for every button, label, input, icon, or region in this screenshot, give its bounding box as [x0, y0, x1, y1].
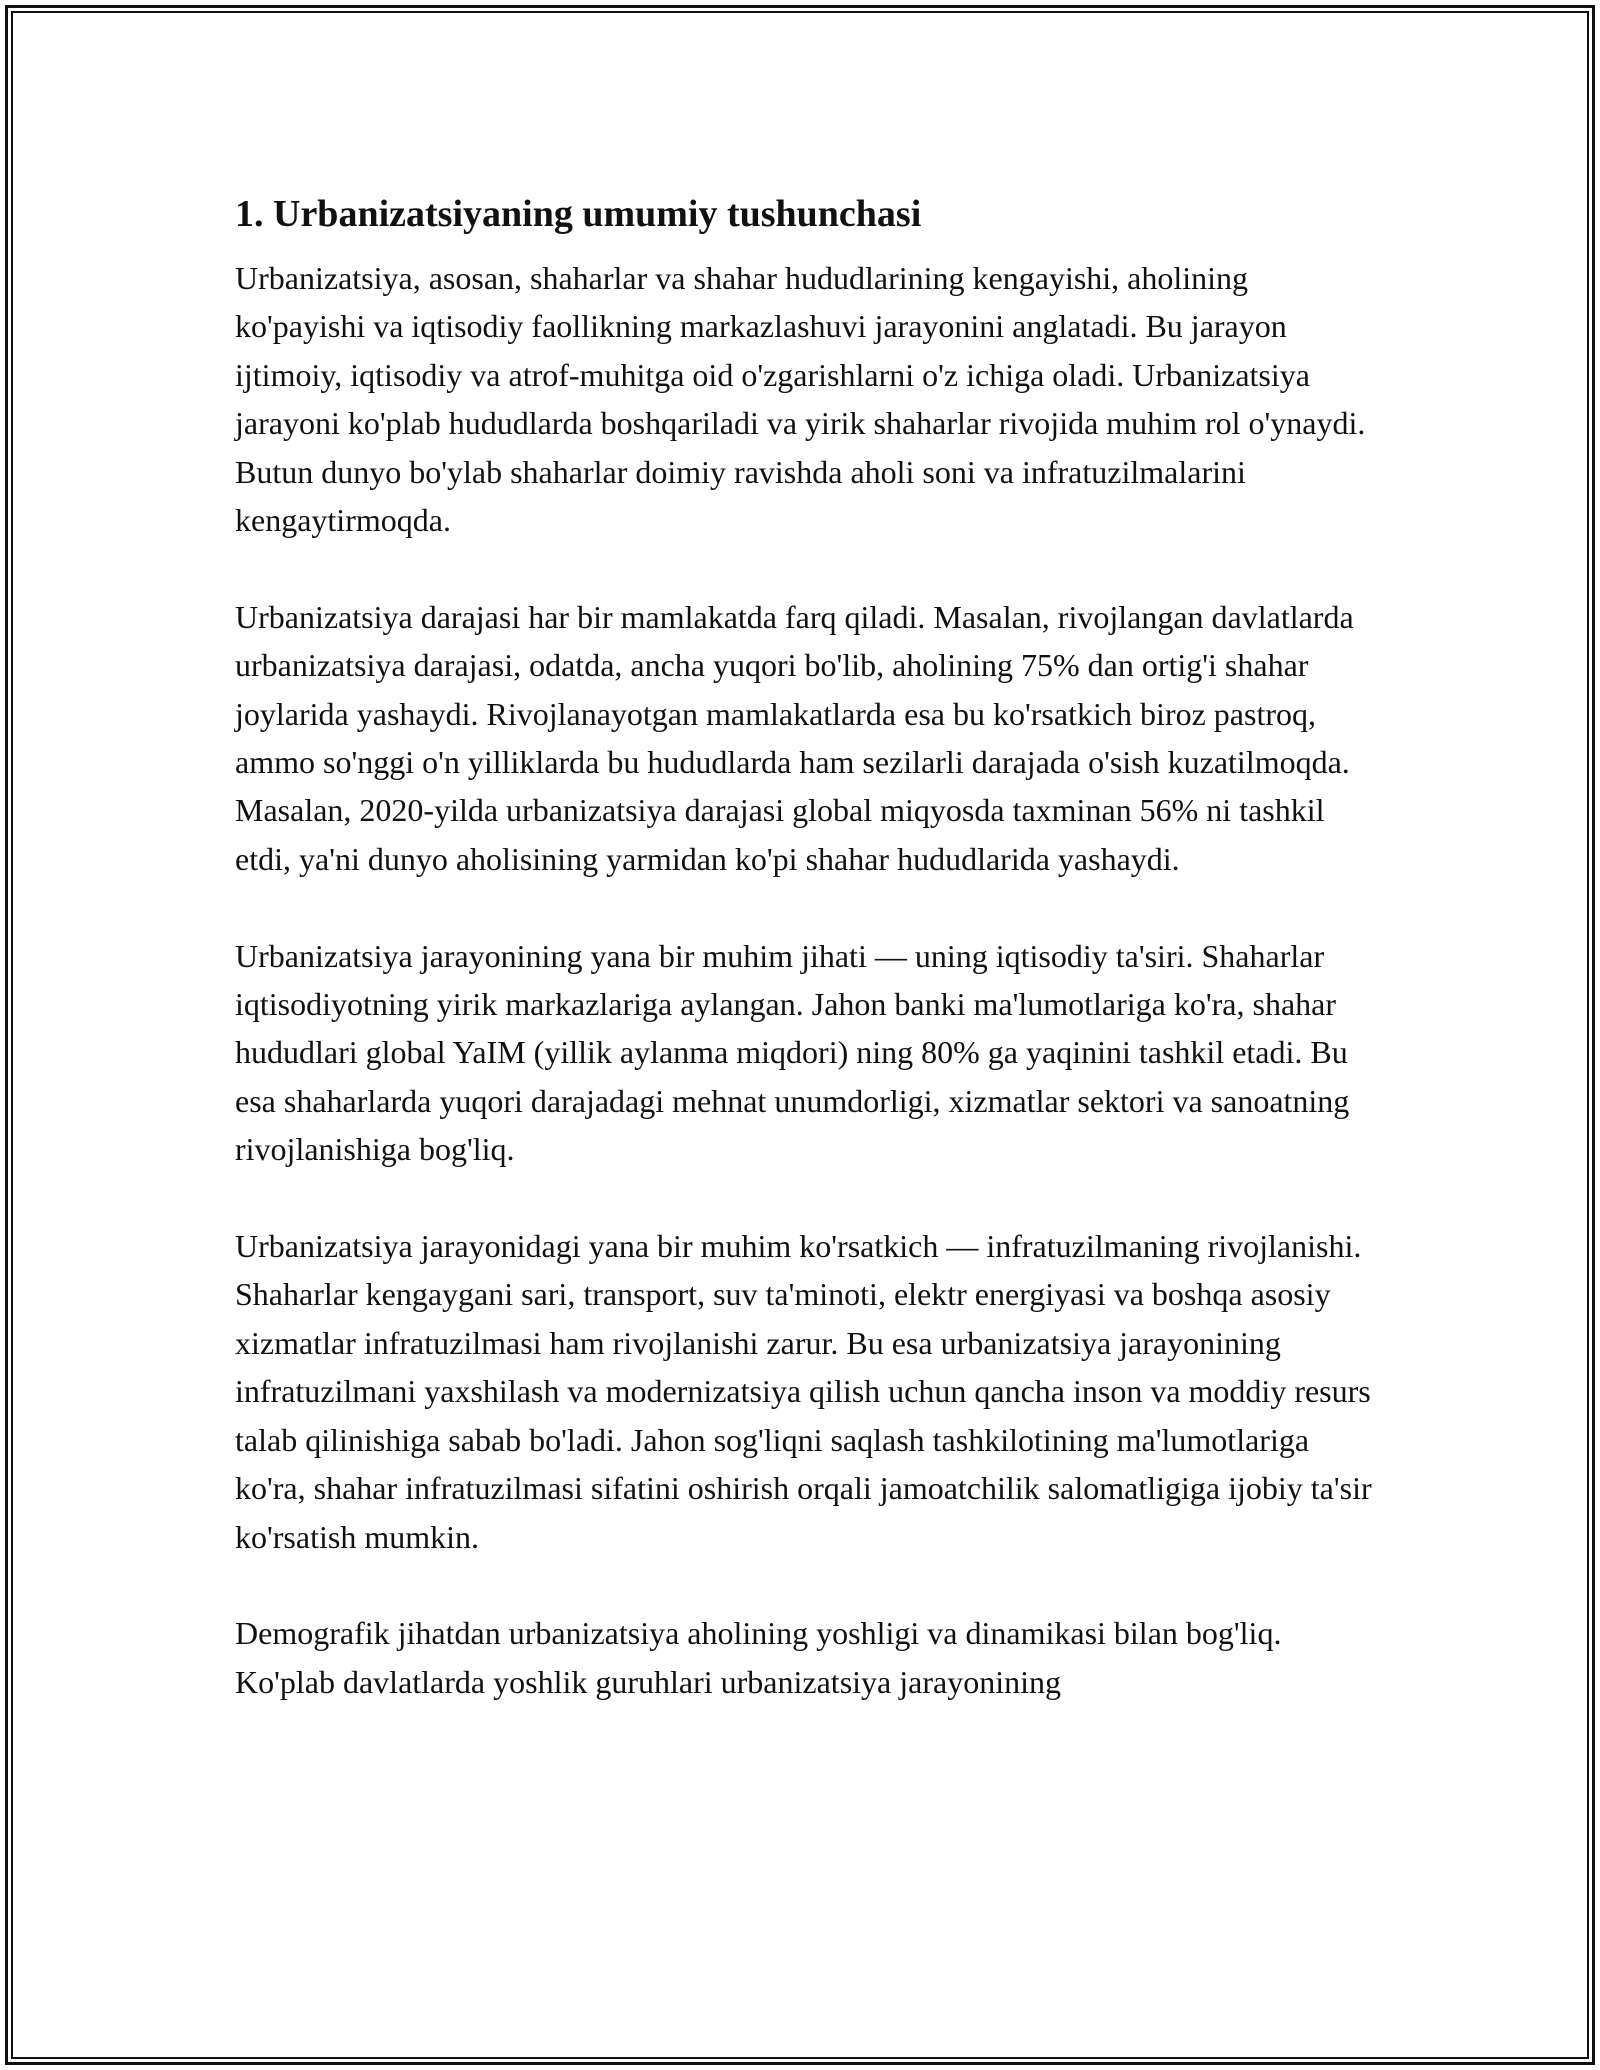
- paragraph-2: Urbanizatsiya darajasi har bir mamlakatda farq qiladi. Masalan, rivojlangan davlatlarda urbanizatsiya darajasi, odatda, ancha yuqori bo'lib, aholining 75% dan ortig'i shahar joylarida yashaydi. Rivojlanayotgan mamlakatlarda esa bu ko'rsatkich biroz pastroq, ammo so'nggi o'n yilliklarda bu hududlarda ham sezilarli darajada o'sish kuzatilmoqda. Masalan, 2020-yilda urbanizatsiya darajasi global miqyosda taxminan 56% ni tashkil etdi, ya'ni dunyo aholisining yarmidan ko'pi shahar hududlarida yashaydi.: [235, 598, 1354, 877]
- paragraph-3: Urbanizatsiya jarayonining yana bir muhim jihati — uning iqtisodiy ta'siri. Shaharlar iqtisodiyotning yirik markazlariga aylangan. Jahon banki ma'lumotlariga ko'ra, shahar hududlari global YaIM (yillik aylanma miqdori) ning 80% ga yaqinini tashkil etadi. Bu esa shaharlarda yuqori darajadagi mehnat unumdorligi, xizmatlar sektori va sanoatning rivojlanishiga bog'liq.: [235, 937, 1350, 1168]
- paragraph-4: Urbanizatsiya jarayonidagi yana bir muhim ko'rsatkich — infratuzilmaning rivojlanishi. Shaharlar kengaygani sari, transport, suv ta'minoti, elektr energiyasi va boshqa asosiy xizmatlar infratuzilmasi ham rivojlanishi zarur. Bu esa urbanizatsiya jarayonining infratuzilmani yaxshilash va modernizatsiya qilish uchun qancha inson va moddiy resurs talab qilinishiga sabab bo'ladi. Jahon sog'liqni saqlash tashkilotining ma'lumotlariga ko'ra, shahar infratuzilmasi sifatini oshirish orqali jamoatchilik salomatligiga ijobiy ta'sir ko'rsatish mumkin.: [235, 1228, 1372, 1555]
- paragraph-1: Urbanizatsiya, asosan, shaharlar va shahar hududlarining kengayishi, aholining ko'payishi va iqtisodiy faollikning markazlashuvi jarayonini anglatadi. Bu jarayon ijtimoiy, iqtisodiy va atrof-muhitga oid o'zgarishlarni o'z ichiga oladi. Urbanizatsiya jarayoni ko'plab hududlarda boshqariladi va yirik shaharlar rivojida muhim rol o'ynaydi. Butun dunyo bo'ylab shaharlar doimiy ravishda aholi soni va infratuzilmalarini kengaytirmoqda.: [235, 260, 1366, 539]
- document-body: [235, 188, 1385, 1706]
- section-heading: 1. Urbanizatsiyaning umumiy tushunchasi: [235, 193, 922, 235]
- paragraph-5: Demografik jihatdan urbanizatsiya aholining yoshligi va dinamikasi bilan bog'liq. Ko'plab davlatlarda yoshlik guruhlari urbanizatsiya jarayonining: [235, 1615, 1282, 1700]
